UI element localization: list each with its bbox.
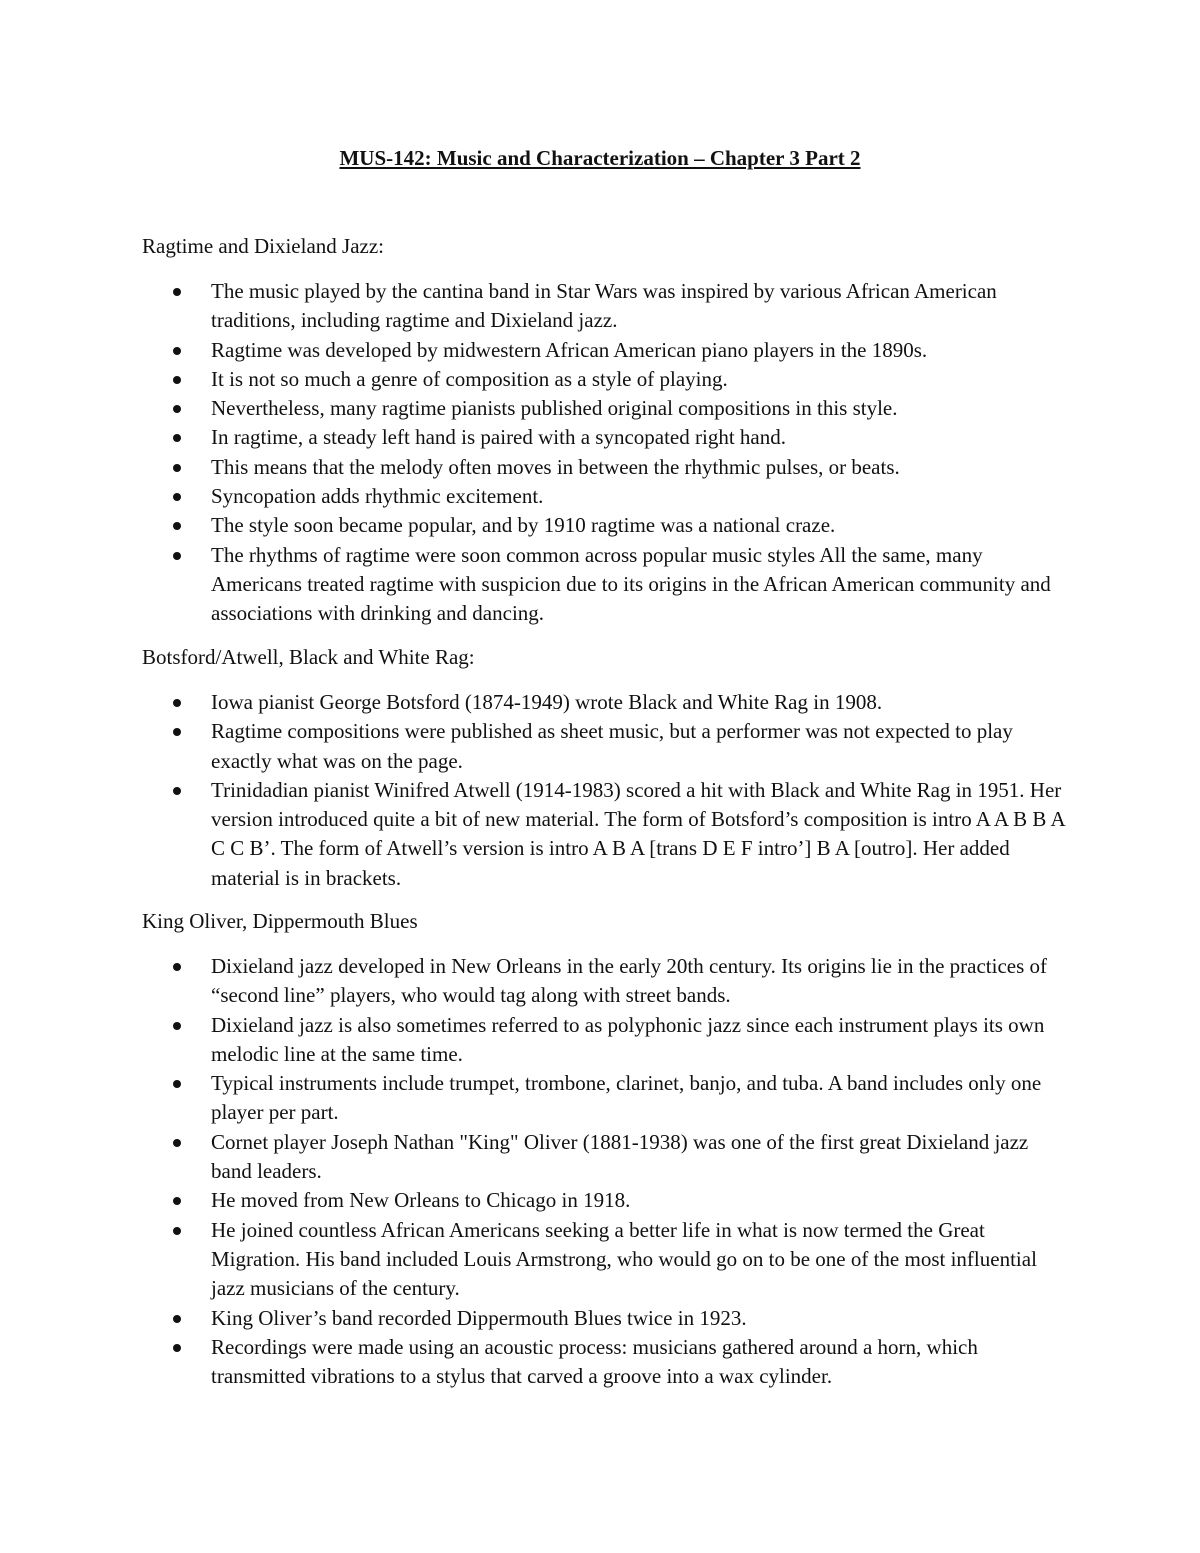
list-item: Syncopation adds rhythmic excitement. — [168, 482, 1068, 511]
bullet-icon — [173, 464, 181, 472]
bullet-icon — [173, 347, 181, 355]
bullet-icon — [173, 1315, 181, 1323]
bullet-icon — [173, 288, 181, 296]
list-item: Nevertheless, many ragtime pianists published original compositions in this style. — [168, 394, 1068, 423]
list-item: The style soon became popular, and by 1910 ragtime was a national craze. — [168, 511, 1068, 540]
bullet-icon — [173, 434, 181, 442]
bullet-icon — [173, 1344, 181, 1352]
bullet-icon — [173, 1022, 181, 1030]
list-item: This means that the melody often moves in between the rhythmic pulses, or beats. — [168, 453, 1068, 482]
section-heading-ragtime: Ragtime and Dixieland Jazz: — [142, 234, 385, 258]
bullet-icon — [173, 1139, 181, 1147]
list-item: Recordings were made using an acoustic process: musicians gathered around a horn, which transmitted vibrations to a stylus that carved a groove into a wax cylinder. — [168, 1333, 1068, 1392]
list-item: King Oliver’s band recorded Dippermouth Blues twice in 1923. — [168, 1304, 1068, 1333]
list-item: It is not so much a genre of composition as a style of playing. — [168, 365, 1068, 394]
list-item: The music played by the cantina band in Star Wars was inspired by various African American traditions, including ragtime and Dixieland jazz. — [168, 277, 1068, 336]
list-item: Trinidadian pianist Winifred Atwell (1914-1983) scored a hit with Black and White Rag in 1951. Her version introduced quite a bit of new material. The form of Botsford’s composition is intro A A B B A C C B’. The form of Atwell’s version is intro A B A [trans D E F intro’] B A [outro]. Her added material is in brackets. — [168, 776, 1068, 893]
list-item: Dixieland jazz is also sometimes referred to as polyphonic jazz since each instrument plays its own melodic line at the same time. — [168, 1011, 1068, 1070]
list-item: Ragtime compositions were published as sheet music, but a performer was not expected to play exactly what was on the page. — [168, 717, 1068, 776]
list-item: Cornet player Joseph Nathan "King" Oliver (1881-1938) was one of the first great Dixieland jazz band leaders. — [168, 1128, 1068, 1187]
bullet-icon — [173, 493, 181, 501]
list-item: He moved from New Orleans to Chicago in 1918. — [168, 1186, 1068, 1215]
list-item: Ragtime was developed by midwestern African American piano players in the 1890s. — [168, 336, 1068, 365]
bullet-list-king-oliver — [168, 952, 1068, 1391]
list-item: Typical instruments include trumpet, trombone, clarinet, banjo, and tuba. A band includes only one player per part. — [168, 1069, 1068, 1128]
bullet-icon — [173, 552, 181, 560]
list-item: In ragtime, a steady left hand is paired with a syncopated right hand. — [168, 423, 1068, 452]
bullet-list-ragtime — [168, 277, 1068, 629]
list-item: The rhythms of ragtime were soon common across popular music styles All the same, many Americans treated ragtime with suspicion due to its origins in the African American community and associations with drinking and dancing. — [168, 541, 1068, 629]
bullet-icon — [173, 405, 181, 413]
section-heading-king-oliver: King Oliver, Dippermouth Blues — [142, 909, 418, 933]
bullet-icon — [173, 1080, 181, 1088]
bullet-icon — [173, 376, 181, 384]
list-item: Iowa pianist George Botsford (1874-1949) wrote Black and White Rag in 1908. — [168, 688, 1068, 717]
list-item: He joined countless African Americans seeking a better life in what is now termed the Great Migration. His band included Louis Armstrong, who would go on to be one of the most influential jazz musicians of the century. — [168, 1216, 1068, 1304]
bullet-icon — [173, 728, 181, 736]
bullet-list-botsford-atwell — [168, 688, 1068, 893]
bullet-icon — [173, 1227, 181, 1235]
bullet-icon — [173, 522, 181, 530]
bullet-icon — [173, 1197, 181, 1205]
bullet-icon — [173, 787, 181, 795]
list-item: Dixieland jazz developed in New Orleans in the early 20th century. Its origins lie in the practices of “second line” players, who would tag along with street bands. — [168, 952, 1068, 1011]
section-heading-botsford-atwell: Botsford/Atwell, Black and White Rag: — [142, 645, 475, 669]
document-title: MUS-142: Music and Characterization – Chapter 3 Part 2 — [339, 146, 861, 170]
bullet-icon — [173, 963, 181, 971]
bullet-icon — [173, 699, 181, 707]
